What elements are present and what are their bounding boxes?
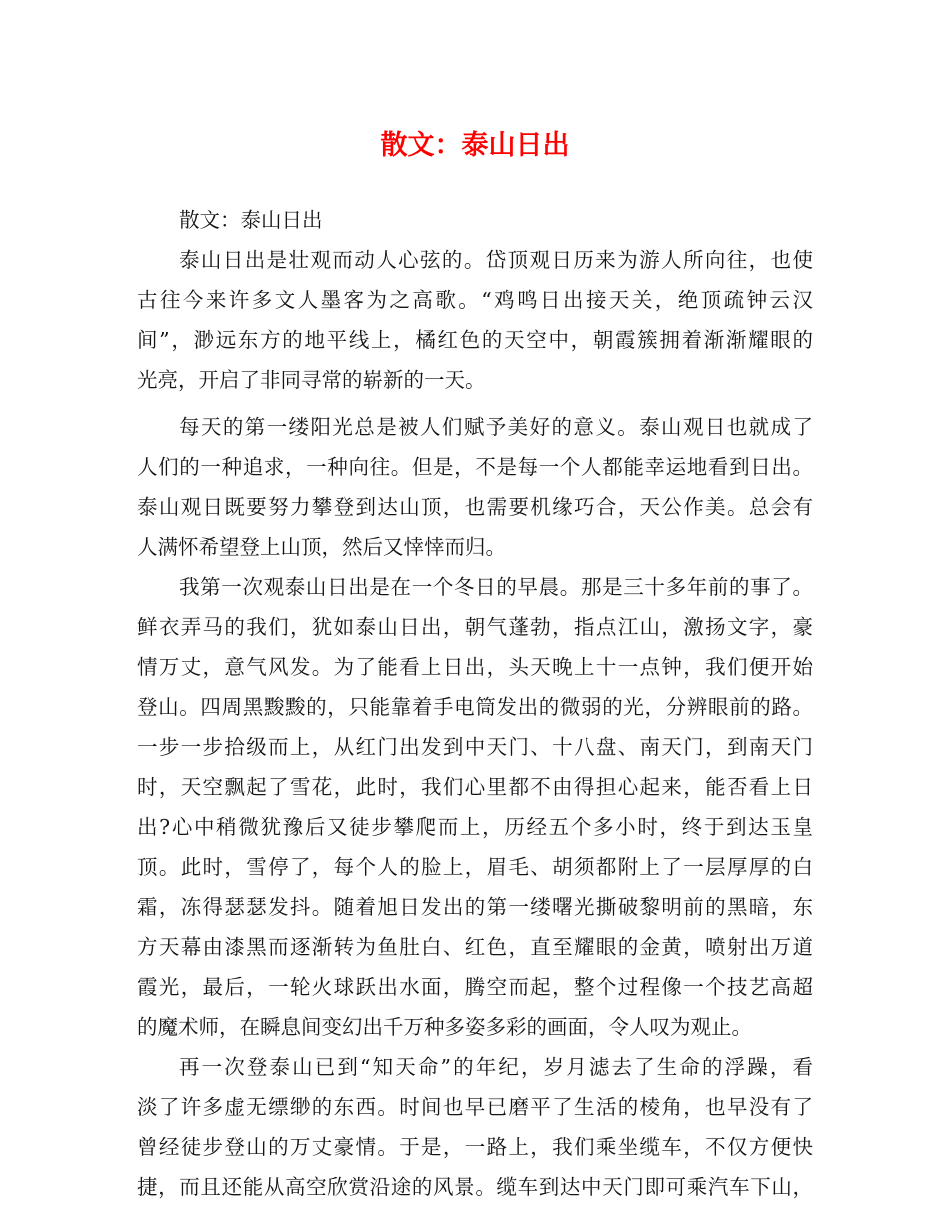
text-line: 的魔术师，在瞬息间变幻出千万种多姿多彩的画面，令人叹为观止。 — [137, 1015, 752, 1039]
text-line: 人满怀希望登上山顶，然后又悻悻而归。 — [137, 535, 506, 559]
text-line: 顶。此时，雪停了，每个人的脸上，眉毛、胡须都附上了一层厚厚的白 — [137, 855, 813, 879]
text-line: 间”，渺远东方的地平线上，橘红色的天空中，朝霞簇拥着渐渐耀眼的 — [137, 328, 813, 352]
text-line: 鲜衣弄马的我们，犹如泰山日出，朝气蓬勃，指点江山，激扬文字，豪 — [137, 615, 813, 639]
paragraph-4 — [137, 1047, 813, 1207]
text-line: 泰山观日既要努力攀登到达山顶，也需要机缘巧合，天公作美。总会有 — [137, 495, 813, 519]
document-body — [137, 200, 813, 1207]
document-title: 散文：泰山日出 — [380, 130, 570, 161]
paragraph-2 — [137, 407, 813, 567]
text-line: 泰山日出是壮观而动人心弦的。岱顶观日历来为游人所向往，也使 — [179, 248, 813, 272]
text-line: 光亮，开启了非同寻常的崭新的一天。 — [137, 368, 486, 392]
text-line: 淡了许多虚无缥缈的东西。时间也早已磨平了生活的棱角，也早没有了 — [137, 1095, 813, 1119]
text-line: 每天的第一缕阳光总是被人们赋予美好的意义。泰山观日也就成了 — [179, 415, 813, 439]
text-line: 霞光，最后，一轮火球跃出水面，腾空而起，整个过程像一个技艺高超 — [137, 975, 813, 999]
paragraph-1 — [137, 240, 813, 400]
text-line: 时，天空飘起了雪花，此时，我们心里都不由得担心起来，能否看上日 — [137, 775, 813, 799]
paragraph-3 — [137, 567, 813, 1047]
text-line: 人们的一种追求，一种向往。但是，不是每一个人都能幸运地看到日出。 — [137, 455, 813, 479]
text-line: 出?心中稍微犹豫后又徒步攀爬而上，历经五个多小时，终于到达玉皇 — [137, 815, 813, 839]
text-line: 一步一步拾级而上，从红门出发到中天门、十八盘、南天门，到南天门 — [137, 735, 813, 759]
text-line: 霜，冻得瑟瑟发抖。随着旭日发出的第一缕曙光撕破黎明前的黑暗，东 — [137, 895, 813, 919]
text-line: 捷，而且还能从高空欣赏沿途的风景。缆车到达中天门即可乘汽车下山， — [137, 1175, 813, 1199]
text-line: 再一次登泰山已到“知天命”的年纪，岁月滤去了生命的浮躁，看 — [179, 1055, 813, 1079]
text-line: 古往今来许多文人墨客为之高歌。“鸡鸣日出接天关，绝顶疏钟云汉 — [137, 288, 813, 312]
text-line: 曾经徒步登山的万丈豪情。于是，一路上，我们乘坐缆车，不仅方便快 — [137, 1135, 813, 1159]
text-line: 情万丈，意气风发。为了能看上日出，头天晚上十一点钟，我们便开始 — [137, 655, 813, 679]
text-line: 我第一次观泰山日出是在一个冬日的早晨。那是三十多年前的事了。 — [179, 575, 813, 599]
subtitle-line: 散文：泰山日出 — [179, 208, 323, 232]
text-line: 登山。四周黑黢黢的，只能靠着手电筒发出的微弱的光，分辨眼前的路。 — [137, 695, 813, 719]
text-line: 方天幕由漆黑而逐渐转为鱼肚白、红色，直至耀眼的金黄，喷射出万道 — [137, 935, 813, 959]
